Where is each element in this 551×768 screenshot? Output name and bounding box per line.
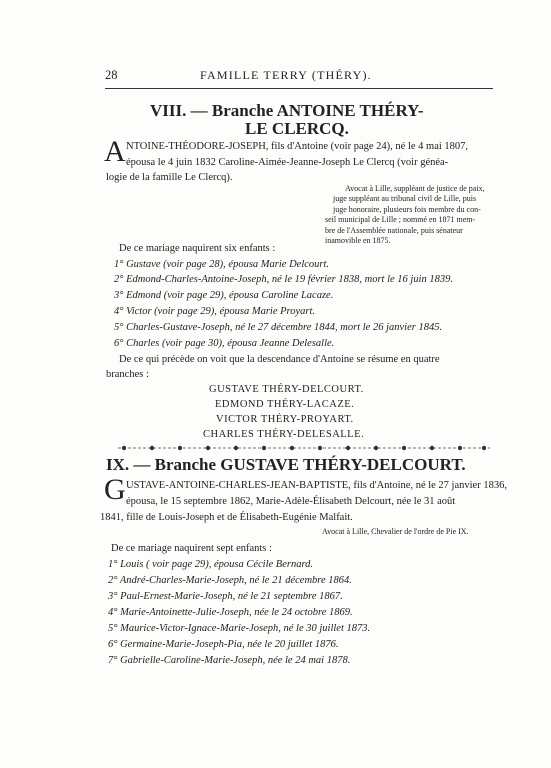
page-header [105,68,493,89]
child-entry: 5° Charles-Gustave-Joseph, né le 27 décembre 1844, mort le 26 janvier 1845. [114,322,443,333]
paragraph-line: USTAVE-ANTOINE-CHARLES-JEAN-BAPTISTE, fils d'Antoine, né le 27 janvier 1836, [126,480,507,491]
child-entry: 1° Gustave (voir page 28), épousa Marie Delcourt. [114,259,330,270]
children-intro: De ce mariage naquirent sept enfants : [111,543,272,554]
child-entry: 2° André-Charles-Marie-Joseph, né le 21 décembre 1864. [108,575,352,586]
branch-name: GUSTAVE THÉRY-DELCOURT. [209,384,364,395]
paragraph-line: épousa, le 15 septembre 1862, Marie-Adèle-Élisabeth Delcourt, née le 31 août [126,496,456,507]
biographical-note [325,184,485,246]
drop-cap: A [104,135,126,168]
child-entry: 3° Edmond (voir page 29), épousa Caroline Lacaze. [114,290,334,301]
branch-name: CHARLES THÉRY-DELESALLE. [203,429,365,440]
page-number: 28 [105,68,118,82]
child-entry: 4° Victor (voir page 29), épousa Marie Proyart. [114,306,316,317]
paragraph-line: épousa le 4 juin 1832 Caroline-Aimée-Jeanne-Joseph Le Clercq (voir généa- [126,157,449,168]
section8-title-line1: VIII. — Branche ANTOINE THÉRY- [150,101,424,120]
child-entry: 6° Charles (voir page 30), épousa Jeanne Delesalle. [114,338,335,349]
child-entry: 7° Gabrielle-Caroline-Marie-Joseph, née le 24 mai 1878. [108,655,351,666]
note-line: Avocat à Lille, suppléant de justice de paix, [345,184,485,193]
note-line: seil municipal de Lille ; nommé en 1871 mem- [325,215,476,225]
paragraph-line: NTOINE-THÉODORE-JOSEPH, fils d'Antoine (voir page 24), né le 4 mai 1807, [126,141,469,152]
branch-name: VICTOR THÉRY-PROYART. [216,414,354,425]
note-line: juge suppléant au tribunal civil de Lille, puis [333,194,477,204]
child-entry: 5° Maurice-Victor-Ignace-Marie-Joseph, né le 30 juillet 1873. [108,623,371,634]
child-entry: 4° Marie-Antoinette-Julie-Joseph, née le 24 octobre 1869. [108,607,353,618]
ornament-divider [118,442,490,454]
children-intro: De ce mariage naquirent six enfants : [119,243,276,254]
child-entry: 6° Germaine-Marie-Joseph-Pia, née le 20 juillet 1876. [108,639,339,650]
branch-name: EDMOND THÉRY-LACAZE. [215,399,355,410]
note-line: juge honoraire, plusieurs fois membre du con- [333,204,481,214]
note-line: bre de l'Assemblée nationale, puis sénateur [325,225,463,235]
child-entry: 3° Paul-Ernest-Marie-Joseph, né le 21 septembre 1867. [108,591,343,602]
section9-title: IX. — Branche GUSTAVE THÉRY-DELCOURT. [106,455,466,474]
note-line: inamovible en 1875. [325,236,391,246]
running-title: FAMILLE TERRY (THÉRY). [200,68,372,82]
paragraph-line: 1841, fille de Louis-Joseph et de Élisabeth-Eugénie Malfait. [100,512,353,523]
summary-line: De ce qui précède on voit que la descendance d'Antoine se résume en quatre [119,354,440,365]
child-entry: 1° Louis ( voir page 29), épousa Cécile Bernard. [108,559,314,570]
summary-line: branches : [106,369,149,380]
child-entry: 2° Edmond-Charles-Antoine-Joseph, né le 19 février 1838, mort le 16 juin 1839. [114,274,453,285]
drop-cap: G [104,473,126,506]
section8-title-line2: LE CLERCQ. [245,119,349,138]
paragraph-line: logie de la famille Le Clercq). [106,172,233,183]
biographical-note: Avocat à Lille, Chevalier de l'ordre de Pie IX. [322,527,469,536]
